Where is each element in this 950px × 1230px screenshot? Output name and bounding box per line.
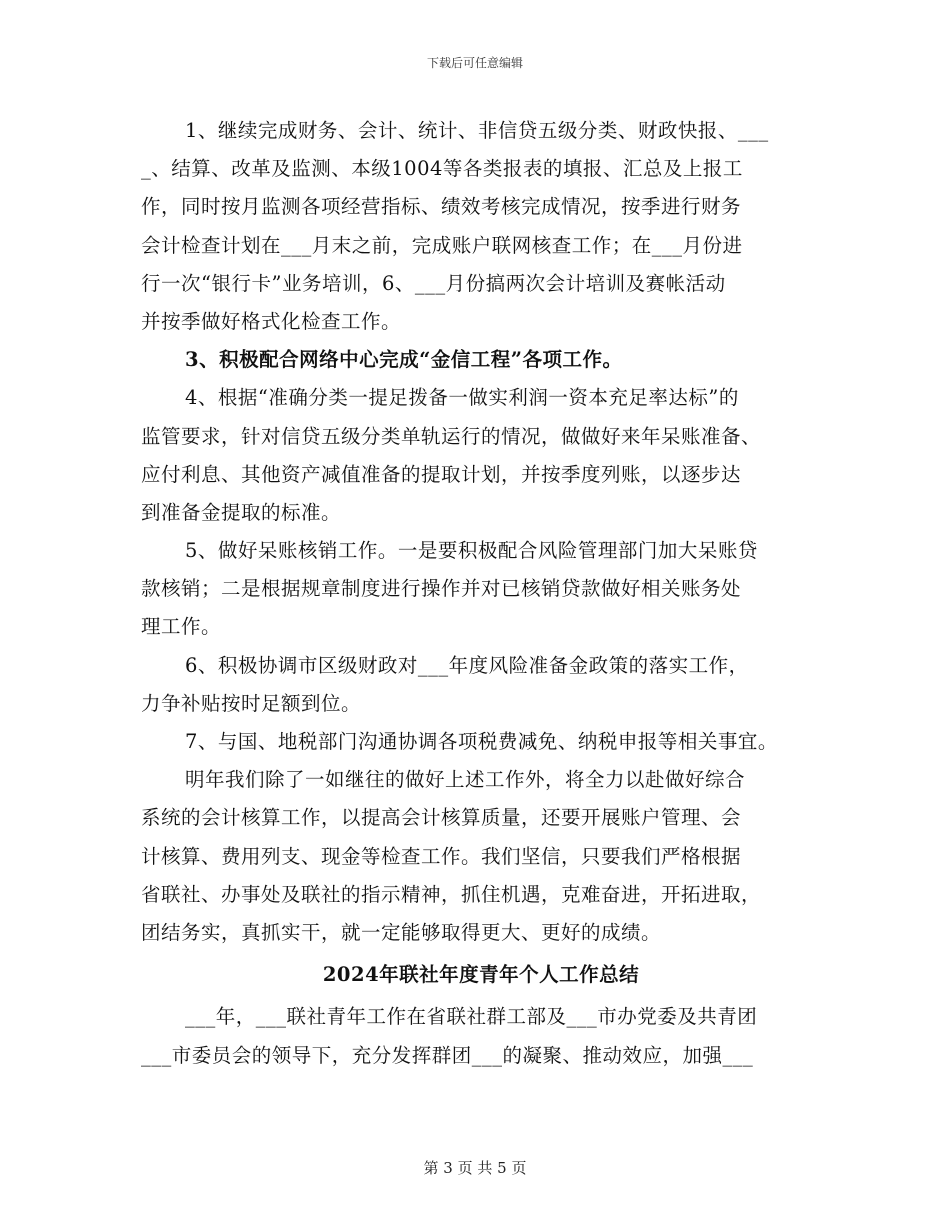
paragraph-line: 5、做好呆账核销工作。一是要积极配合风险管理部门加大呆账贷 <box>185 539 758 563</box>
paragraph-line: 理工作。 <box>141 615 222 639</box>
paragraph-line: 作，同时按月监测各项经营指标、绩效考核完成情况，按季进行财务 <box>141 195 742 219</box>
document-title: 2024年联社年度青年个人工作总结 <box>322 963 640 987</box>
paragraph-line: _、结算、改革及监测、本级1004等各类报表的填报、汇总及上报工 <box>141 157 743 181</box>
paragraph-line: 系统的会计核算工作，以提高会计核算质量，还要开展账户管理、会 <box>141 806 742 830</box>
paragraph-line: 4、根据“准确分类一提足拨备一做实利润一资本充足率达标”的 <box>185 386 739 410</box>
paragraph-line: 到准备金提取的标准。 <box>141 500 342 524</box>
document-body <box>141 112 821 1075</box>
paragraph-line: 并按季做好格式化检查工作。 <box>141 309 402 333</box>
paragraph-line: 行一次“银行卡”业务培训，6、___月份搞两次会计培训及赛帐活动 <box>141 271 726 295</box>
page-footer: 第 3 页 共 5 页 <box>423 1159 527 1177</box>
paragraph-line: ___年，___联社青年工作在省联社群工部及___市办党委及共青团 <box>185 1005 758 1029</box>
paragraph-line: 会计检查计划在___月末之前，完成账户联网核查工作；在___月份进 <box>141 233 743 257</box>
paragraph-line: 1、继续完成财务、会计、统计、非信贷五级分类、财政快报、___ <box>185 119 769 142</box>
paragraph-line: 7、与国、地税部门沟通协调各项税费减免、纳税申报等相关事宜。 <box>185 730 778 753</box>
paragraph-line: 6、积极协调市区级财政对___年度风险准备金政策的落实工作， <box>185 653 749 677</box>
paragraph-line: 应付利息、其他资产减值准备的提取计划，并按季度列账，以逐步达 <box>141 462 742 486</box>
paragraph-line: ___市委员会的领导下，充分发挥群团___的凝聚、推动效应，加强___ <box>141 1043 754 1067</box>
paragraph-line: 省联社、办事处及联社的指示精神，抓住机遇，克难奋进，开拓进取， <box>141 882 762 906</box>
paragraph-line: 力争补贴按时足额到位。 <box>141 691 362 715</box>
paragraph-line: 监管要求，针对信贷五级分类单轨运行的情况，做做好来年呆账准备、 <box>141 424 762 448</box>
paragraph-line: 团结务实，真抓实干，就一定能够取得更大、更好的成绩。 <box>141 920 662 944</box>
section-heading: 3、积极配合网络中心完成“金信工程”各项工作。 <box>185 348 623 372</box>
paragraph-line: 款核销；二是根据规章制度进行操作并对已核销贷款做好相关账务处 <box>141 577 742 601</box>
paragraph-line: 明年我们除了一如继往的做好上述工作外，将全力以赴做好综合 <box>185 768 746 792</box>
page-header: 下载后可任意编辑 <box>426 56 523 70</box>
paragraph-line: 计核算、费用列支、现金等检查工作。我们坚信，只要我们严格根据 <box>141 844 742 868</box>
